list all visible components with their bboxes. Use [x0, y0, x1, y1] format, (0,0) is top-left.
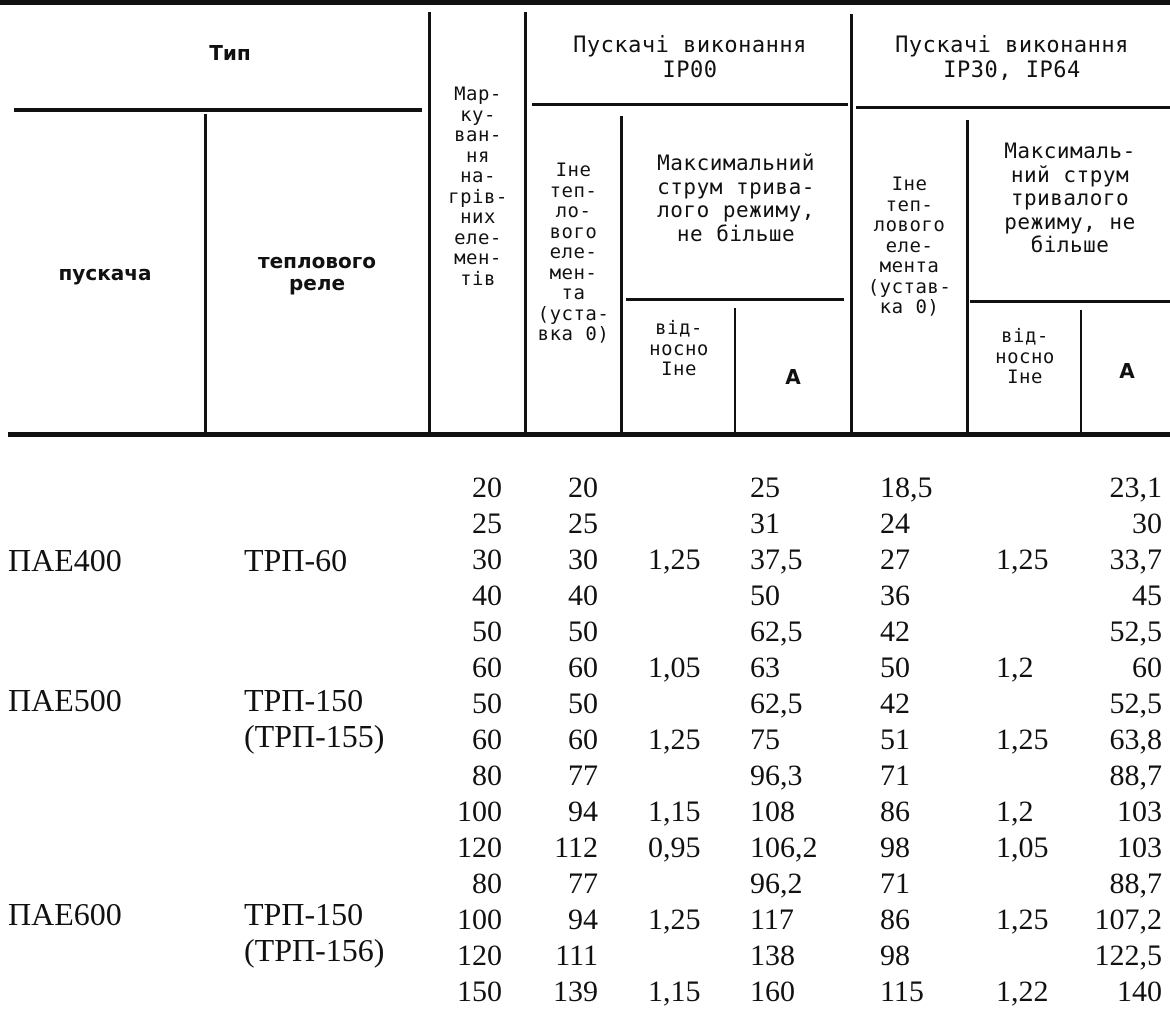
- amp-ip30-cell: 88,7: [1109, 759, 1162, 792]
- relative-ip00-cell: 1,15: [648, 795, 701, 828]
- marking-cell: 60: [472, 651, 502, 684]
- amp-ip00-cell: 62,5: [750, 687, 803, 720]
- ine-ip30-cell: 42: [880, 615, 910, 648]
- amp-ip00-cell: 37,5: [750, 543, 803, 576]
- marking-cell: 50: [472, 687, 502, 720]
- ine-ip30-header: Iне теп- лового еле- мента (устав- ка 0): [867, 173, 952, 319]
- relative-ip30-cell: 1,25: [996, 723, 1049, 756]
- table-row: [0, 866, 1170, 902]
- table-row: [0, 614, 1170, 650]
- ine-ip30-cell: 86: [880, 903, 910, 936]
- ine-ip30-cell: 98: [880, 939, 910, 972]
- amp-ip30-cell: 33,7: [1109, 543, 1162, 576]
- amp-ip00-cell: 160: [750, 975, 795, 1008]
- table-row: [0, 974, 1170, 1010]
- ine-ip00-cell: 60: [568, 651, 598, 684]
- maxcur-a-divider: [626, 298, 844, 301]
- ine-ip30-cell: 71: [880, 867, 910, 900]
- ine-ip00-cell: 20: [568, 471, 598, 504]
- ine-ip30-cell: 42: [880, 687, 910, 720]
- marking-cell: 120: [457, 939, 502, 972]
- amp-ip30-cell: 103: [1117, 795, 1162, 828]
- ine-ip00-cell: 94: [568, 903, 598, 936]
- marking-cell: 100: [457, 795, 502, 828]
- amp-ip30-cell: 122,5: [1094, 939, 1162, 972]
- amp-ip00-cell: 50: [750, 579, 780, 612]
- ine-ip30-cell: 115: [880, 975, 924, 1008]
- marking-cell: 120: [457, 831, 502, 864]
- amp-ip00-cell: 117: [750, 903, 794, 936]
- marking-column-header: Мар- ку- ван- ня на- грів- них еле- мен- тів: [448, 83, 508, 290]
- v-rule-8: [1080, 310, 1082, 432]
- amp-ip00-cell: 31: [750, 507, 780, 540]
- amp-ip00-header: А: [785, 365, 801, 389]
- table-row: [0, 830, 1170, 866]
- table-row: [0, 578, 1170, 614]
- ine-ip00-cell: 112: [554, 831, 598, 864]
- marking-cell: 150: [457, 975, 502, 1008]
- amp-ip30-cell: 60: [1132, 651, 1162, 684]
- relative-ip00-cell: 1,25: [648, 543, 701, 576]
- amp-ip30-header: А: [1119, 359, 1135, 383]
- amp-ip30-cell: 30: [1132, 507, 1162, 540]
- marking-cell: 30: [472, 543, 502, 576]
- type-header: Тип: [209, 41, 251, 65]
- relay-name: ТРП-150 (ТРП-155): [244, 682, 385, 754]
- ine-ip00-cell: 30: [568, 543, 598, 576]
- amp-ip30-cell: 45: [1132, 579, 1162, 612]
- amp-ip00-cell: 75: [750, 723, 780, 756]
- relative-ip00-cell: 1,15: [648, 975, 701, 1008]
- relative-ip30-header: від- носно Iне: [995, 325, 1055, 389]
- v-rule-5: [734, 308, 736, 432]
- max-current-ip00-header: Максимальний струм трива- лого режиму, не більше: [657, 151, 815, 246]
- max-current-ip30-header: Максималь- ний струм тривалого режиму, не більше: [1004, 139, 1136, 258]
- amp-ip30-cell: 107,2: [1094, 903, 1162, 936]
- ine-ip00-cell: 139: [553, 975, 598, 1008]
- ine-ip30-cell: 50: [880, 651, 910, 684]
- relative-ip30-cell: 1,05: [996, 831, 1049, 864]
- amp-ip30-cell: 103: [1117, 831, 1162, 864]
- relative-ip30-cell: 1,2: [996, 651, 1034, 684]
- relative-ip00-cell: 0,95: [648, 831, 701, 864]
- starter-column-header: пускача: [58, 261, 152, 285]
- ine-ip00-header: Iне теп- ло- вого еле- мен- та (уста- вка 0): [537, 159, 610, 346]
- amp-ip00-cell: 62,5: [750, 615, 803, 648]
- amp-ip30-cell: 52,5: [1109, 615, 1162, 648]
- data-rows: [0, 470, 1170, 1010]
- table-row: [0, 794, 1170, 830]
- ine-ip00-cell: 50: [568, 615, 598, 648]
- amp-ip00-cell: 108: [750, 795, 795, 828]
- ine-ip30-cell: 51: [880, 723, 910, 756]
- ine-ip30-cell: 71: [880, 759, 910, 792]
- ine-ip00-cell: 25: [568, 507, 598, 540]
- ine-ip00-cell: 94: [568, 795, 598, 828]
- amp-ip30-cell: 88,7: [1109, 867, 1162, 900]
- amp-ip30-cell: 140: [1117, 975, 1162, 1008]
- relative-ip30-cell: 1,25: [996, 903, 1049, 936]
- v-rule-7: [966, 120, 969, 432]
- table-row: [0, 758, 1170, 794]
- amp-ip00-cell: 138: [750, 939, 795, 972]
- v-rule-1: [204, 114, 207, 432]
- ine-ip30-cell: 86: [880, 795, 910, 828]
- maxcur-b-divider: [970, 300, 1170, 303]
- type-divider: [14, 108, 422, 112]
- starter-name: ПАЕ500: [8, 682, 122, 718]
- marking-cell: 50: [472, 615, 502, 648]
- ine-ip30-cell: 24: [880, 507, 910, 540]
- table-row: [0, 722, 1170, 758]
- amp-ip00-cell: 25: [750, 471, 780, 504]
- ine-ip30-cell: 18,5: [880, 471, 933, 504]
- relative-ip30-cell: 1,22: [996, 975, 1049, 1008]
- table-row: [0, 542, 1170, 578]
- amp-ip00-cell: 96,2: [750, 867, 803, 900]
- relative-ip00-cell: 1,25: [648, 903, 701, 936]
- ine-ip00-cell: 77: [568, 867, 598, 900]
- amp-ip00-cell: 96,3: [750, 759, 803, 792]
- amp-ip30-cell: 52,5: [1109, 687, 1162, 720]
- marking-cell: 80: [472, 759, 502, 792]
- v-rule-4: [620, 116, 623, 432]
- marking-cell: 20: [472, 471, 502, 504]
- ine-ip00-cell: 60: [568, 723, 598, 756]
- relay-name: ТРП-150 (ТРП-156): [244, 896, 385, 968]
- table-row: [0, 938, 1170, 974]
- ine-ip00-cell: 50: [568, 687, 598, 720]
- ine-ip30-cell: 98: [880, 831, 910, 864]
- marking-cell: 25: [472, 507, 502, 540]
- amp-ip30-cell: 23,1: [1109, 471, 1162, 504]
- ip30-divider: [856, 106, 1170, 109]
- starter-name: ПАЕ600: [8, 896, 122, 932]
- table-row: [0, 506, 1170, 542]
- table-row: [0, 650, 1170, 686]
- table-row: [0, 470, 1170, 506]
- ine-ip30-cell: 27: [880, 543, 910, 576]
- header-bottom-rule: [8, 432, 1170, 437]
- ine-ip00-cell: 40: [568, 579, 598, 612]
- ip00-group-header: Пускачі виконання IP00: [573, 33, 807, 83]
- table-row: [0, 902, 1170, 938]
- marking-cell: 60: [472, 723, 502, 756]
- ip30-group-header: Пускачі виконання IP30, IP64: [895, 33, 1129, 83]
- top-rule: [0, 0, 1170, 5]
- v-rule-2: [428, 12, 431, 432]
- ine-ip00-cell: 111: [555, 939, 598, 972]
- ine-ip00-cell: 77: [568, 759, 598, 792]
- ip00-divider: [532, 103, 848, 106]
- relative-ip30-cell: 1,2: [996, 795, 1034, 828]
- relay-column-header: теплового реле: [258, 249, 376, 296]
- amp-ip30-cell: 63,8: [1109, 723, 1162, 756]
- relative-ip00-cell: 1,25: [648, 723, 701, 756]
- relay-name: ТРП-60: [244, 542, 348, 578]
- relative-ip00-header: від- носно Iне: [649, 317, 709, 381]
- marking-cell: 80: [472, 867, 502, 900]
- starter-name: ПАЕ400: [8, 542, 122, 578]
- relative-ip30-cell: 1,25: [996, 543, 1049, 576]
- amp-ip00-cell: 63: [750, 651, 780, 684]
- relative-ip00-cell: 1,05: [648, 651, 701, 684]
- marking-cell: 100: [457, 903, 502, 936]
- table-row: [0, 686, 1170, 722]
- amp-ip00-cell: 106,2: [750, 831, 818, 864]
- ine-ip30-cell: 36: [880, 579, 910, 612]
- marking-cell: 40: [472, 579, 502, 612]
